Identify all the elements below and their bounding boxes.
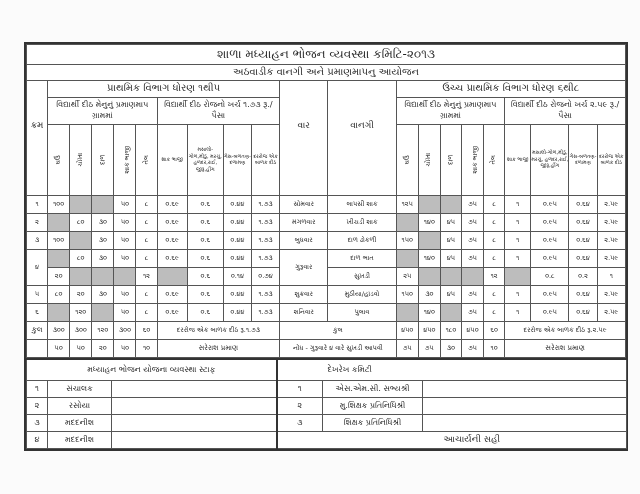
col-header-spices-cost: મસાલો-ગોળ,મીઠું, મરચું, હળદર,રાઈ, જીરૂ,હીંગ: [187, 125, 223, 196]
primary-total-note: દરરોજ એક બાળક દીઠ રૂ.૧.૭૩: [157, 322, 280, 340]
col-header-oil: તેલ: [136, 125, 157, 196]
day-cell: મંગળવાર: [280, 214, 328, 232]
staff-row: ૧ સંચાલક ૧ એસ.એમ.સી. સભ્યશ્રી: [27, 381, 627, 398]
staff-heading: મધ્યાહન ભોજન યોજના વ્યવસ્થા સ્ટાફ: [27, 359, 277, 381]
day-cell: શુક્રવાર: [280, 286, 328, 304]
kram-header: ક્રમ: [27, 81, 48, 196]
upper-section-header: ઉચ્ચ પ્રાથમિક વિભાગ ધોરણ ૬થી૮: [396, 81, 625, 98]
upper-average-label: સરેરાશ પ્રમાણ: [505, 340, 626, 358]
committee-heading: દેખરેખ કમિટી: [277, 359, 627, 381]
upper-menu-qty-header: વિદ્યાર્થી દીઠ મેનુનું પ્રમાણમાપ ગ્રામમાં: [396, 98, 504, 125]
table-row: ૪ ૮૦ ૩૦ ૫૦ ૮ ૦.૬૯ ૦.૬ ૦.૪૪ ૧.૭૩ ગુરૂવાર દાળ ભાત ૧૪૦ ૪૫ ૭૫ ૮ ૧ ૦.૯૫ ૦.૬૪ ૨.૫૯: [27, 250, 626, 268]
col-header-vegetables: શાક ભાજી: [114, 125, 136, 196]
staff-row: ૩ મદદનીશ ૩ શિક્ષક પ્રતિનિધિશ્રી: [27, 415, 627, 432]
col-header-wheat: ઘઉં: [48, 125, 70, 196]
total-label: કુલ: [280, 322, 397, 340]
menu-plan-table: [26, 44, 626, 358]
dish-cell: મુઠીયા/હાંડવો: [328, 286, 396, 304]
vaar-header: વાર: [280, 81, 328, 196]
upper-total-note: દરરોજ એક બાળક દીઠ રૂ.૨.૫૯: [505, 322, 626, 340]
primary-average-label: સરેરાશ પ્રમાણ: [157, 340, 280, 358]
col-header-per-child: દરરોજ એક બાળક દીઠ: [252, 125, 280, 196]
col-header-oil-upper: તેલ: [484, 125, 505, 196]
total-row: કુલ ૩૦૦ ૩૦૦ ૧૨૦ ૩૦૦ ૬૦ દરરોજ એક બાળક દીઠ રૂ.૧.૭૩ કુલ ૪૫૦ ૪૫૦ ૧૮૦ ૪૫૦ ૬૦ દરરોજ એક બાળક દીઠ રૂ.૨.૫૯: [27, 322, 626, 340]
col-header-spices-cost-upper: મસાલો-ગોળ,મીઠું, મરચું, હળદર,રાઈ, જીરૂ,હીંગ: [531, 125, 569, 196]
col-header-dal: દાળ: [92, 125, 114, 196]
col-header-fuel-cost: ગેસ-બળતણ-દળામણ: [223, 125, 251, 196]
table-row: ૨૦ ૧૨ ૦.૬ ૦.૧૪ ૦.૭૪ સુખડી ૨૫ ૧૨ ૦.૮ ૦.૨ ૧: [27, 268, 626, 286]
upper-daily-cost-header: વિદ્યાર્થી દીઠ રોજનો ખર્ચ ૨.૫૯ રૂ./પૈસા: [505, 98, 626, 125]
dish-cell: દાળ ભાત: [328, 250, 396, 268]
col-header-dal-upper: દાળ: [440, 125, 461, 196]
day-cell: શનિવાર: [280, 304, 328, 322]
menu-plan-sheet: [24, 42, 628, 451]
day-cell: સોમવાર: [280, 196, 328, 214]
staff-row: ૪ મદદનીશ આચાર્યની સહી: [27, 432, 627, 449]
dish-cell: લાપસી શાક: [328, 196, 396, 214]
primary-section-header: પ્રાથમિક વિભાગ ધોરણ ૧થી૫: [48, 81, 280, 98]
principal-signature: આચાર્યની સહી: [277, 432, 627, 449]
primary-menu-qty-header: વિદ્યાર્થી દીઠ મેનુનું પ્રમાણમાપ ગ્રામમાં: [48, 98, 157, 125]
col-header-wheat-upper: ઘઉં: [396, 125, 418, 196]
staff-row: ૨ રસોયા ૨ મુ.શિક્ષક પ્રતિનિધિશ્રી: [27, 398, 627, 415]
col-header-per-child-upper: દરરોજ એક બાળક દીઠ: [597, 125, 625, 196]
day-cell: ગુરૂવાર: [280, 250, 328, 286]
page-title: શાળા મધ્યાહન ભોજન વ્યવસ્થા કમિટિ-૨૦૧૩: [27, 45, 626, 65]
primary-daily-cost-header: વિદ્યાર્થી દીઠ રોજનો ખર્ચ ૧.૭૩ રૂ./પૈસા: [157, 98, 280, 125]
table-row: ૨ ૮૦ ૩૦ ૫૦ ૮ ૦.૬૯ ૦.૬ ૦.૪૪ ૧.૭૩ મંગળવાર ખીચડી શાક ૧૪૦ ૪૫ ૭૫ ૮ ૧ ૦.૯૫ ૦.૬૪ ૨.૫૯: [27, 214, 626, 232]
average-row: ૫૦ ૫૦ ૨૦ ૫૦ ૧૦ સરેરાશ પ્રમાણ નોંધ - ગુરૂવારે ૪ વારે સુખડી આપવી ૭૫ ૭૫ ૩૦ ૭૫ ૧૦ સરેરાશ પ્રમાણ: [27, 340, 626, 358]
col-header-rice-upper: ચોખા: [418, 125, 440, 196]
col-header-veg-cost: શાક ભાજી: [157, 125, 187, 196]
dish-cell: દાળ ઢોકળી: [328, 232, 396, 250]
table-row: ૩ ૧૦૦ ૩૦ ૫૦ ૮ ૦.૬૯ ૦.૬ ૦.૪૪ ૧.૭૩ બુધવાર દાળ ઢોકળી ૧૫૦ ૪૫ ૭૫ ૮ ૧ ૦.૯૫ ૦.૬૪ ૨.૫૯: [27, 232, 626, 250]
table-row: ૧ ૧૦૦ ૫૦ ૮ ૦.૬૯ ૦.૬ ૦.૪૪ ૧.૭૩ સોમવાર લાપસી શાક ૧૨૫ ૭૫ ૮ ૧ ૦.૯૫ ૦.૬૪ ૨.૫૯: [27, 196, 626, 214]
day-cell: બુધવાર: [280, 232, 328, 250]
col-header-veg-cost-upper: શાક ભાજી: [505, 125, 531, 196]
table-row: ૫ ૮૦ ૨૦ ૩૦ ૫૦ ૮ ૦.૬૯ ૦.૬ ૦.૪૪ ૧.૭૩ શુક્રવાર મુઠીયા/હાંડવો ૧૫૦ ૩૦ ૪૫ ૭૫ ૮ ૧ ૦.૯૫ ૦.૬૪ ૨.૫૯: [27, 286, 626, 304]
dish-cell: પુલાવ: [328, 304, 396, 322]
staff-committee-table: [26, 358, 627, 449]
dish-cell: ખીચડી શાક: [328, 214, 396, 232]
thursday-note: નોંધ - ગુરૂવારે ૪ વારે સુખડી આપવી: [280, 340, 397, 358]
col-header-fuel-cost-upper: ગેસ-બળતણ-દળામણ: [569, 125, 597, 196]
page-subtitle: અઠવાડીક વાનગી અને પ્રમાણમાપનુ આયોજન: [27, 65, 626, 81]
table-row: ૬ ૧૨૦ ૫૦ ૮ ૦.૬૯ ૦.૬ ૦.૪૪ ૧.૭૩ શનિવાર પુલાવ ૧૪૦ ૭૫ ૮ ૧ ૦.૯૫ ૦.૬૪ ૨.૫૯: [27, 304, 626, 322]
col-header-vegetables-upper: શાક ભાજી: [461, 125, 483, 196]
vaangi-header: વાનગી: [328, 81, 396, 196]
dish-cell: સુખડી: [328, 268, 396, 286]
col-header-rice: ચોખા: [70, 125, 92, 196]
